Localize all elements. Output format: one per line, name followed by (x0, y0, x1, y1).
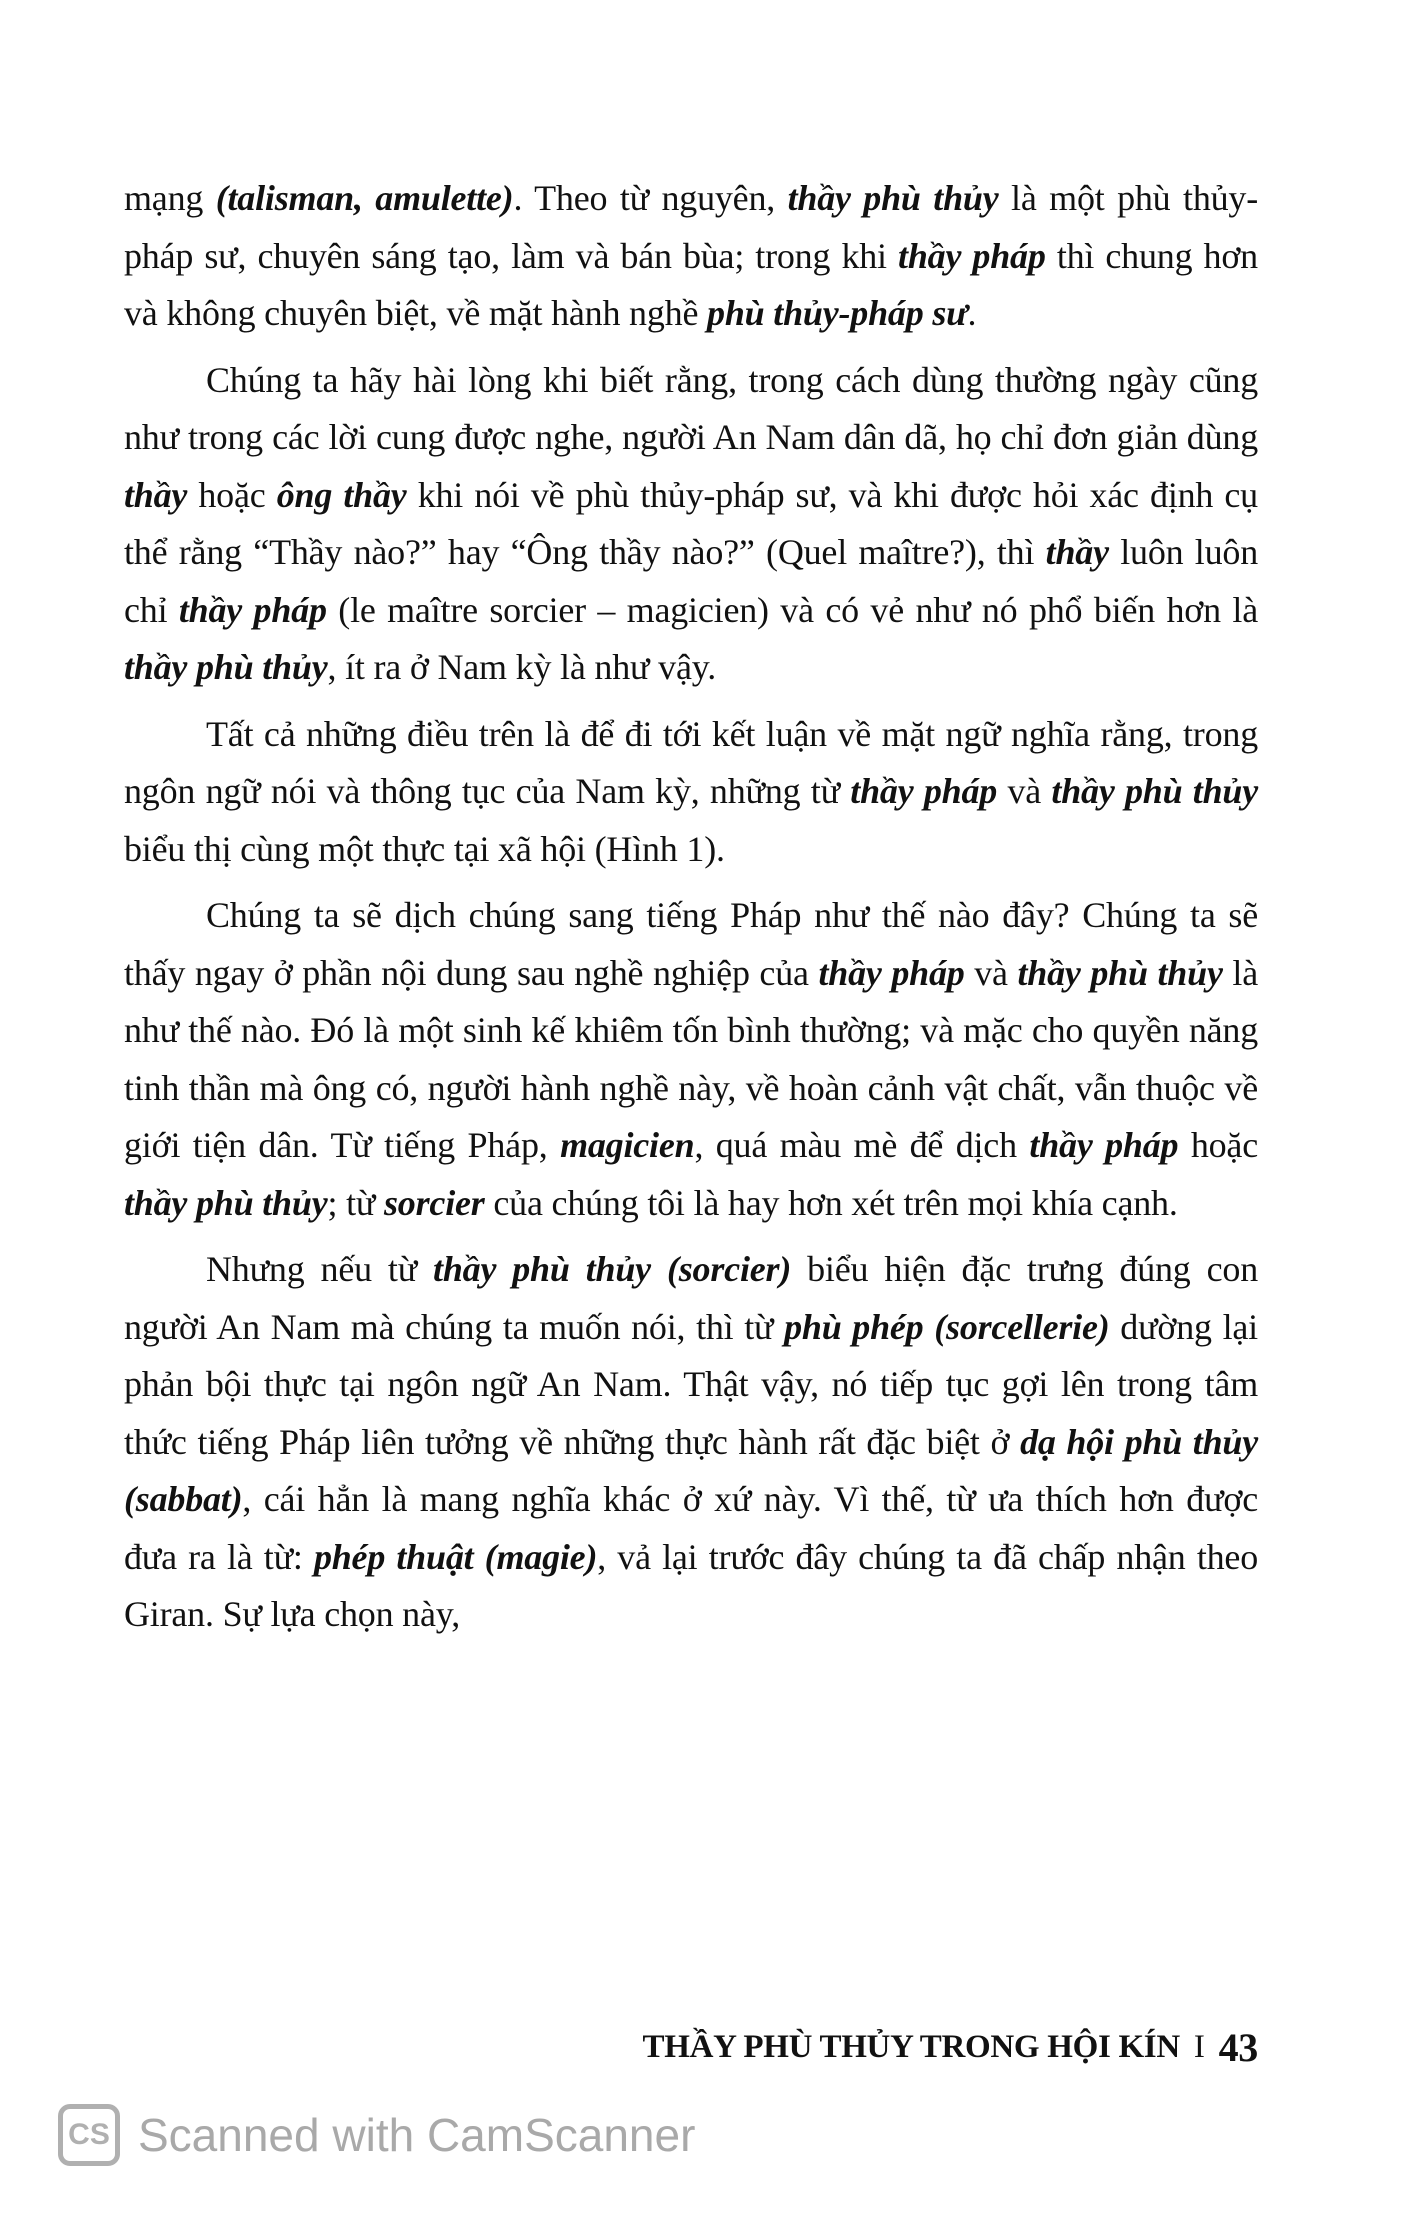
italic-term: thầy phù thủy (1051, 771, 1258, 811)
body-text (124, 170, 1258, 1653)
text-run: Nhưng nếu từ (206, 1249, 434, 1289)
paragraph (124, 1241, 1258, 1644)
italic-term: magicien (560, 1125, 695, 1165)
italic-term: thầy pháp (178, 589, 327, 630)
italic-term: phù phép (sorcellerie) (784, 1306, 1110, 1347)
italic-term: thầy (1045, 532, 1109, 572)
italic-term: dạ hội phù thủy (sabbat) (124, 1421, 1259, 1519)
text-run: và (964, 952, 1018, 993)
italic-term: thầy phù thủy (sorcier) (433, 1249, 792, 1289)
italic-term: ông thầy (276, 474, 407, 515)
italic-term: thầy phù thủy (124, 647, 328, 687)
paragraph (124, 170, 1258, 343)
italic-term: thầy pháp (1029, 1125, 1179, 1165)
text-run: Chúng ta hãy hài lòng khi biết rằng, trong cách dùng thường ngày cũng như trong các lời cung được nghe, người An Nam dân dã, họ chỉ đơn giản dùng (124, 359, 1258, 457)
italic-term: thầy pháp (898, 235, 1046, 276)
text-run: và (997, 771, 1052, 811)
text-run: (le maître sorcier – magicien) và có vẻ như nó phổ biến hơn là (326, 589, 1259, 630)
italic-term: thầy phù thủy (1017, 952, 1223, 993)
text-run: khi nói về phù thủy-pháp sư, và khi được hỏi xác định cụ thể rằng “Thầy nào?” hay “Ông thầy nào?” (Quel maître?), thì (124, 474, 1258, 572)
text-run: mạng (124, 178, 216, 218)
text-run: ; từ (327, 1182, 384, 1223)
text-run: biểu thị cùng một thực tại xã hội (Hình 1). (124, 828, 725, 869)
text-run: . Theo từ nguyên, (513, 178, 788, 218)
text-run: Tất cả những điều trên là để đi tới kết luận về mặt ngữ nghĩa rằng, trong ngôn ngữ nói và thông tục của Nam kỳ, những từ (124, 713, 1258, 811)
italic-term: thầy pháp (818, 952, 965, 993)
running-title: THẦY PHÙ THỦY TRONG HỘI KÍN (642, 2029, 1180, 2065)
italic-term: thầy (124, 474, 188, 515)
italic-term: (talisman, amulette) (215, 178, 514, 218)
text-run: hoặc (1178, 1125, 1258, 1165)
italic-term: sorcier (384, 1182, 485, 1223)
text-run: , vả lại trước đây chúng ta đã chấp nhận theo Giran. Sự lựa chọn này, (124, 1536, 1258, 1634)
text-run: hoặc (187, 474, 277, 515)
page-footer (643, 2024, 1259, 2071)
italic-term: thầy pháp (850, 771, 998, 811)
text-run: biểu hiện đặc trưng đúng con người An Nam mà chúng ta muốn nói, thì từ (124, 1249, 1258, 1347)
text-run: Chúng ta sẽ dịch chúng sang tiếng Pháp như thế nào đây? Chúng ta sẽ thấy ngay ở phần nội dung sau nghề nghiệp của (124, 895, 1258, 993)
text-run: của chúng tôi là hay hơn xét trên mọi khía cạnh. (484, 1182, 1178, 1223)
camscanner-logo-icon: CS (58, 2104, 120, 2166)
paragraph (124, 352, 1258, 697)
text-run: thì chung hơn và không chuyên biệt, về mặt hành nghề (124, 235, 1258, 333)
italic-term: thầy phù thủy (124, 1182, 328, 1223)
italic-term: thầy phù thủy (787, 178, 999, 218)
paragraph (124, 887, 1258, 1232)
paragraph (124, 706, 1258, 879)
italic-term: phép thuật (magie) (313, 1536, 598, 1577)
scanner-watermark-text: Scanned with CamScanner (138, 2109, 696, 2161)
text-run: là như thế nào. Đó là một sinh kế khiêm tốn bình thường; và mặc cho quyền năng tinh thần mà ông có, người hành nghề này, về hoàn cảnh vật chất, vẫn thuộc về giới tiện dân. Từ tiếng Pháp, (124, 952, 1258, 1165)
scanner-watermark (58, 2104, 695, 2166)
footer-separator: I (1193, 2029, 1205, 2065)
text-run: . (967, 293, 977, 333)
text-run: là một phù thủy-pháp sư, chuyên sáng tạo, làm và bán bùa; trong khi (124, 178, 1259, 276)
text-run: dường lại phản bội thực tại ngôn ngữ An Nam. Thật vậy, nó tiếp tục gợi lên trong tâm thức tiếng Pháp liên tưởng về những thực hành rất đặc biệt ở (124, 1306, 1258, 1462)
italic-term: phù thủy-pháp sư (707, 293, 968, 333)
text-run: , quá màu mè để dịch (694, 1125, 1030, 1165)
text-run: , cái hẳn là mang nghĩa khác ở xứ này. Vì thế, từ ưa thích hơn được đưa ra là từ: (124, 1479, 1258, 1577)
page-number: 43 (1218, 2025, 1258, 2070)
text-run: , ít ra ở Nam kỳ là như vậy. (327, 647, 716, 687)
text-run: luôn luôn chỉ (124, 532, 1259, 630)
